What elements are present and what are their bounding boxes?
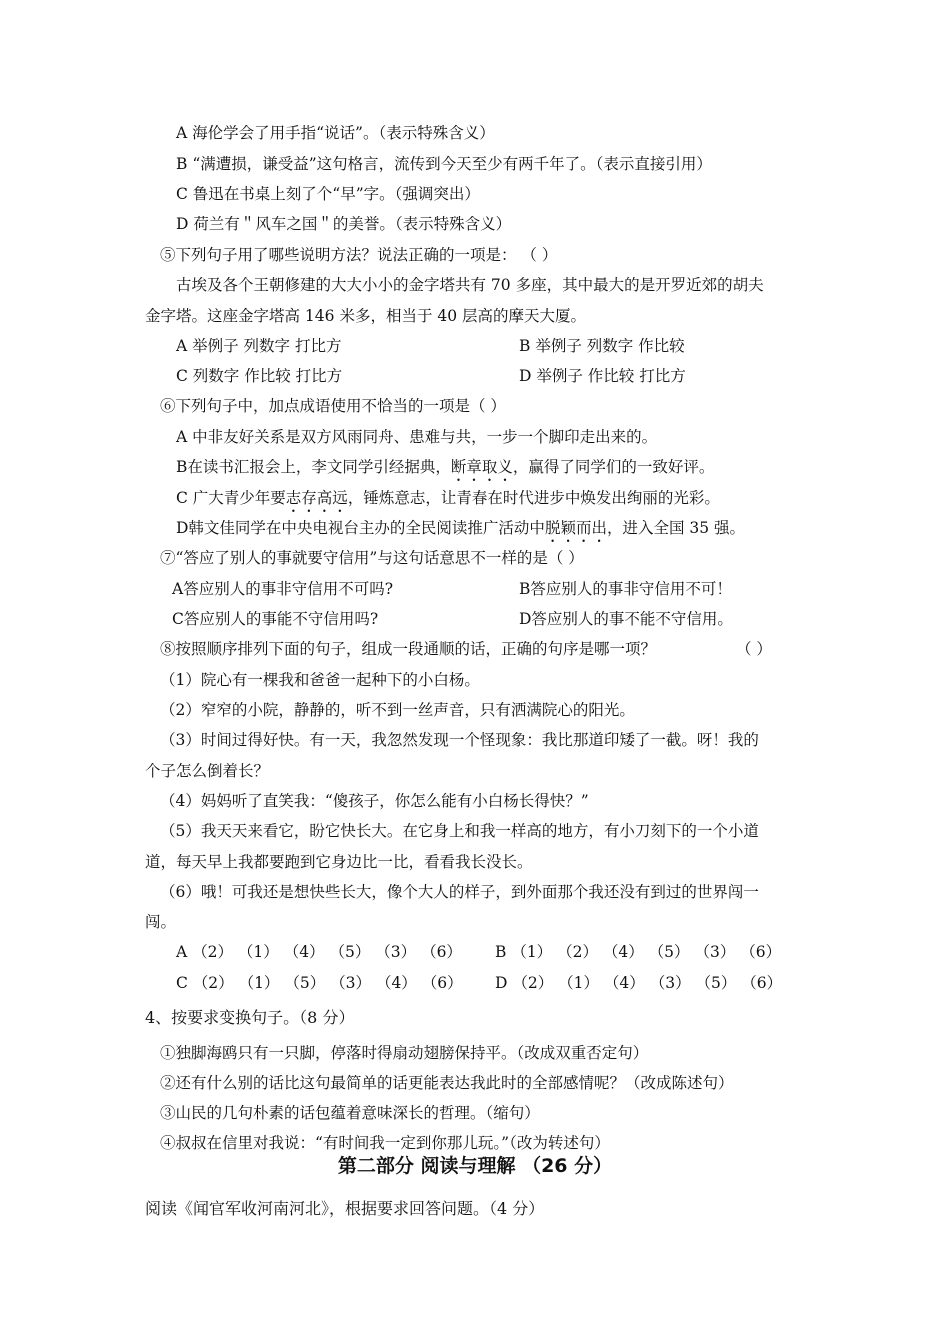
q6-stem: ⑥下列句子中，加点成语使用不恰当的一项是（ ）: [160, 397, 506, 415]
reading-instruction: 阅读《闻官军收河南河北》，根据要求回答问题。（4 分）: [145, 1199, 545, 1218]
q6-option-d-text: ，进入全国 35 强。: [606, 519, 746, 537]
q8-sentence-5: （5）我天天来看它，盼它快长大。在它身上和我一样高的地方，有小刀刻下的一个小道: [160, 822, 759, 840]
q8-sentence-3-cont: 个子怎么倒着长？: [145, 762, 270, 780]
q7-option-b: B答应别人的事非守信用不可！: [519, 580, 732, 598]
q6-option-b-text: ，赢得了同学们的一致好评。: [512, 458, 715, 476]
q8-sentence-4: （4）妈妈听了直笑我：“傻孩子，你怎么能有小白杨长得快？”: [160, 792, 589, 810]
q7-option-d: D答应别人的事不能不守信用。: [519, 610, 733, 628]
q6-option-d-idiom: 脱颖而出: [544, 519, 607, 537]
q5-stem: ⑤下列句子用了哪些说明方法？说法正确的一项是： （ ）: [160, 246, 558, 264]
q8-option-a: A （2） （1） （4） （5） （3） （6）: [176, 943, 462, 961]
option-b: B “满遭损，谦受益”这句格言，流传到今天至少有两千年了。（表示直接引用）: [176, 155, 712, 173]
option-d: D 荷兰有＂风车之国＂的美誉。（表示特殊含义）: [176, 215, 512, 233]
section-4-heading: 4、按要求变换句子。（8 分）: [145, 1008, 355, 1027]
q6-option-d-text: D韩文佳同学在中央电视台主办的全民阅读推广活动中: [176, 519, 545, 537]
q8-stem: ⑧按照顺序排列下面的句子，组成一段通顺的话，正确的句序是哪一项？: [160, 640, 657, 658]
q8-sentence-1: （1）院心有一棵我和爸爸一起种下的小白杨。: [160, 671, 480, 689]
q6-option-c-idiom: 志存高远: [285, 489, 348, 507]
part-two-title: 第二部分 阅读与理解 （26 分）: [337, 1155, 613, 1177]
q6-option-b: [176, 457, 714, 485]
q5-option-d: D 举例子 作比较 打比方: [519, 367, 686, 385]
q5-passage-line: 古埃及各个王朝修建的大大小小的金字塔共有 70 多座，其中最大的是开罗近郊的胡夫: [176, 276, 764, 294]
q8-option-c: C （2） （1） （5） （3） （4） （6）: [176, 974, 463, 992]
q5-option-b: B 举例子 列数字 作比较: [519, 337, 685, 355]
q8-sentence-5-cont: 道，每天早上我都要跑到它身边比一比，看看我长没长。: [145, 853, 533, 871]
q7-option-a: A答应别人的事非守信用不可吗?: [172, 580, 394, 598]
q8-sentence-3: （3）时间过得好快。有一天，我忽然发现一个怪现象：我比那道印矮了一截。呀！我的: [160, 731, 759, 749]
q8-sentence-6: （6）哦！可我还是想快些长大，像个大人的样子，到外面那个我还没有到过的世界闯一: [160, 883, 759, 901]
q6-option-a: A 中非友好关系是双方风雨同舟、患难与共，一步一个脚印走出来的。: [176, 428, 658, 446]
q8-sentence-6-cont: 闯。: [145, 913, 177, 931]
q6-option-d: [176, 518, 745, 546]
q8-answer-blank: （ ）: [736, 640, 772, 658]
q6-option-b-idiom: 断章取义: [450, 458, 513, 476]
q4-item-3: ③山民的几句朴素的话包蕴着意味深长的哲理。（缩句）: [160, 1104, 540, 1122]
q8-sentence-2: （2）窄窄的小院，静静的，听不到一丝声音，只有洒满院心的阳光。: [160, 701, 635, 719]
q6-option-c-text: ，锤炼意志，让青春在时代进步中焕发出绚丽的光彩。: [347, 489, 720, 507]
q4-item-2: ②还有什么别的话比这句最简单的话更能表达我此时的全部感情呢？（改成陈述句）: [160, 1074, 734, 1092]
q6-option-c-text: C 广大青少年要: [176, 489, 286, 507]
q5-option-a: A 举例子 列数字 打比方: [176, 337, 342, 355]
option-c: C 鲁迅在书桌上刻了个“早”字。（强调突出）: [176, 185, 480, 203]
q6-option-c: [176, 488, 720, 516]
q7-option-c: C答应别人的事能不守信用吗?: [172, 610, 379, 628]
option-a: A 海伦学会了用手指“说话”。（表示特殊含义）: [176, 124, 495, 142]
q8-option-d: D （2） （1） （4） （3） （5） （6）: [495, 974, 783, 992]
q7-stem: ⑦“答应了别人的事就要守信用”与这句话意思不一样的是（ ）: [160, 549, 584, 567]
q4-item-1: ①独脚海鸥只有一只脚，停落时得扇动翅膀保持平。（改成双重否定句）: [160, 1044, 649, 1062]
q6-option-b-text: B在读书汇报会上，李文同学引经据典，: [176, 458, 451, 476]
q4-item-4: ④叔叔在信里对我说：“有时间我一定到你那儿玩。”（改为转述句）: [160, 1134, 610, 1152]
q5-option-c: C 列数字 作比较 打比方: [176, 367, 343, 385]
q8-option-b: B （1） （2） （4） （5） （3） （6）: [495, 943, 782, 961]
q5-passage-line: 金字塔。这座金字塔高 146 米多，相当于 40 层高的摩天大厦。: [145, 307, 587, 325]
